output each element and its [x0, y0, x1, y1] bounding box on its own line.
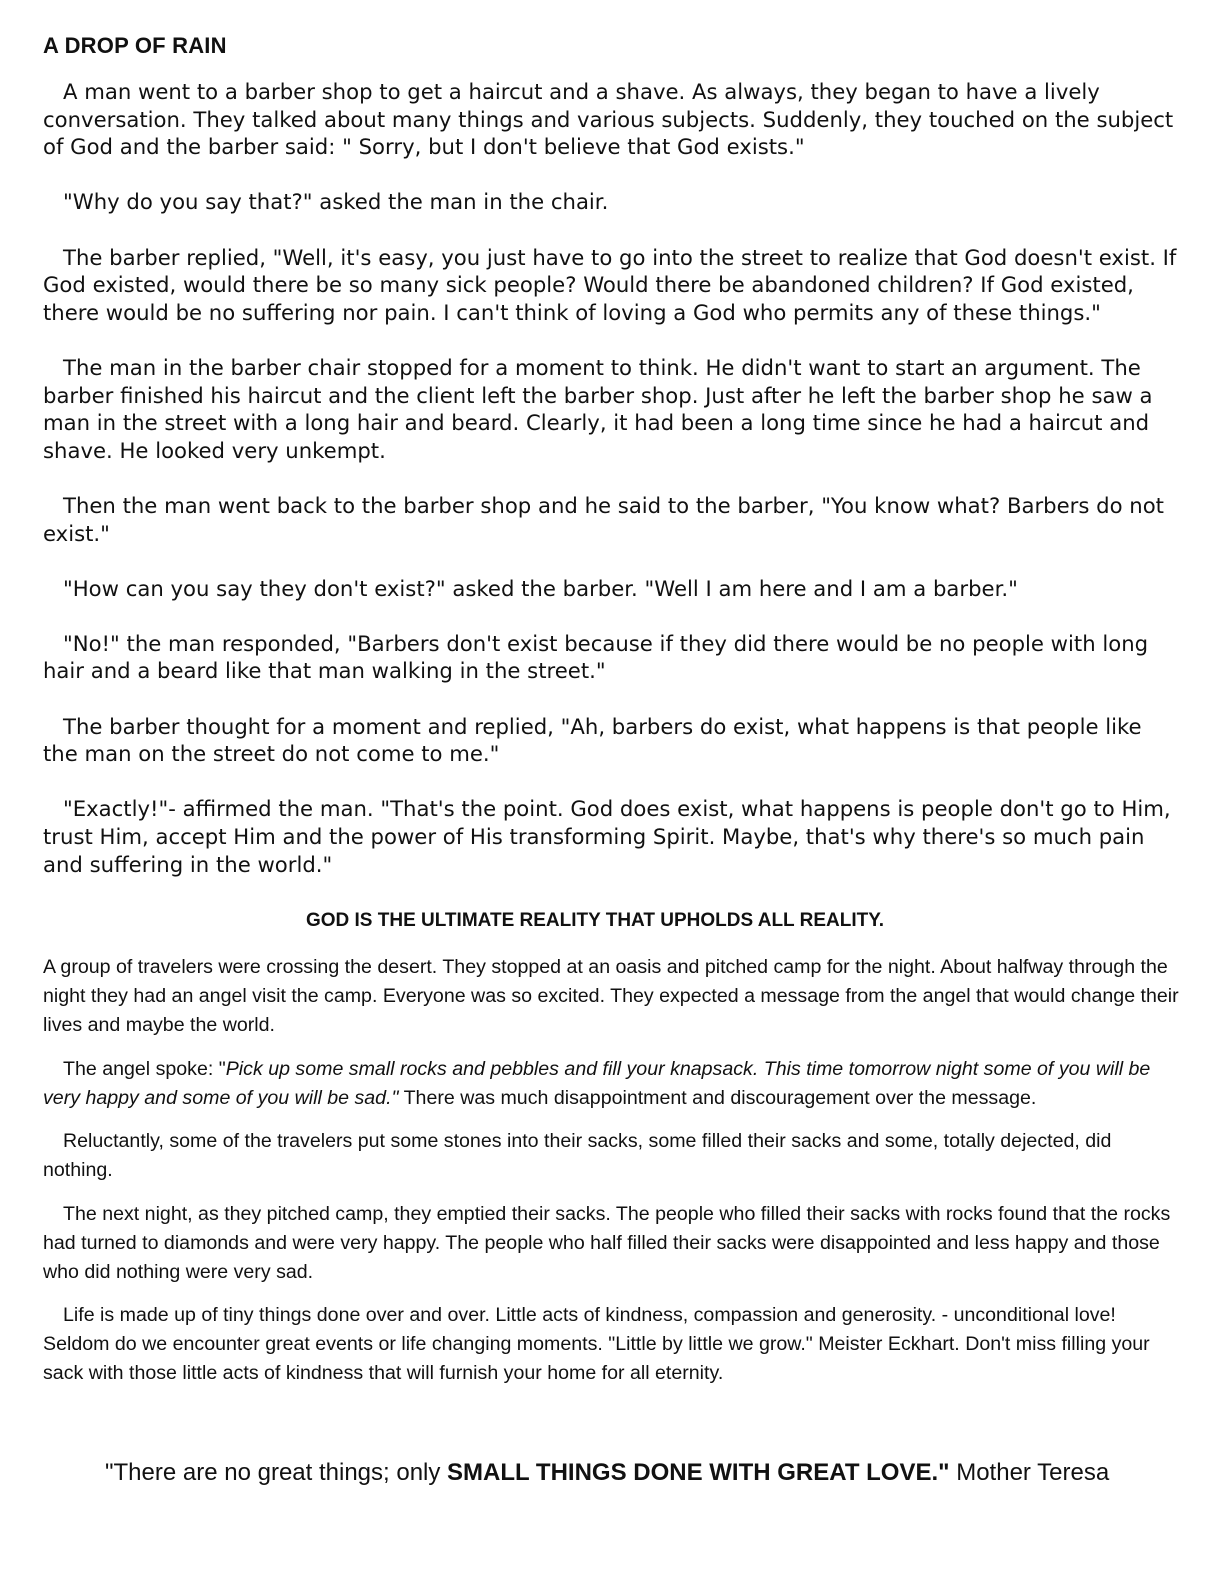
paragraph: The barber replied, "Well, it's easy, you just have to go into the street to realize that God doesn't exist. If God existed, would there be so many sick people? Would there be abandoned children? If God existed, there would be no suffering nor pain. I can't think of loving a God who permits any of these things."	[43, 244, 1177, 325]
quote-emphasis: SMALL THINGS DONE WITH GREAT LOVE."	[447, 1459, 950, 1486]
travelers-story	[43, 953, 1183, 1403]
paragraph: Life is made up of tiny things done over and over. Little acts of kindness, compassion and generosity. - unconditional love! Seldom do we encounter great events or life changing moments. "Little by little we grow." Meister Eckhart. Don't miss filling your sack with those little acts of kindness that will furnish your home for all eternity.	[43, 1304, 1150, 1384]
paragraph: "Exactly!"- affirmed the man. "That's the point. God does exist, what happens is people don't go to Him, trust Him, accept Him and the power of His transforming Spirit. Maybe, that's why there's so much pain and suffering in the world."	[43, 796, 1171, 877]
paragraph: The barber thought for a moment and replied, "Ah, barbers do exist, what happens is that people like the man on the street do not come to me."	[43, 713, 1142, 767]
barber-story	[43, 78, 1183, 906]
text-run: The angel spoke: "	[63, 1057, 226, 1080]
paragraph: A group of travelers were crossing the desert. They stopped at an oasis and pitched camp for the night. About halfway through the night they had an angel visit the camp. Everyone was so excited. They expected a message from the angel that would change their lives and maybe the world.	[43, 956, 1179, 1036]
page-title: A DROP OF RAIN	[43, 33, 227, 58]
text-run: There was much disappointment and discouragement over the message.	[398, 1086, 1037, 1109]
paragraph: Reluctantly, some of the travelers put some stones into their sacks, some filled their sacks and some, totally dejected, did nothing.	[43, 1130, 1112, 1181]
paragraph: The next night, as they pitched camp, they emptied their sacks. The people who filled their sacks with rocks found that the rocks had turned to diamonds and were very happy. The people who half filled their sacks were disappointed and less happy and those who did nothing were very sad.	[43, 1202, 1171, 1283]
paragraph: Then the man went back to the barber shop and he said to the barber, "You know what? Barbers do not exist."	[43, 492, 1164, 546]
quote-lead: "There are no great things; only	[105, 1459, 448, 1486]
section-heading: GOD IS THE ULTIMATE REALITY THAT UPHOLDS ALL REALITY.	[305, 910, 885, 931]
paragraph: "No!" the man responded, "Barbers don't exist because if they did there would be no people with long hair and a beard like that man walking in the street."	[43, 630, 1149, 684]
paragraph: "Why do you say that?" asked the man in the chair.	[63, 189, 609, 215]
italic-quote: Pick up some small rocks and pebbles and fill your knapsack. This time tomorrow night some of you will be very happy and some of you will be sad."	[43, 1057, 1151, 1109]
paragraph: "How can you say they don't exist?" asked the barber. "Well I am here and I am a barber."	[63, 575, 1018, 601]
paragraph	[43, 1055, 1183, 1113]
closing-quote	[105, 1459, 1205, 1487]
paragraph: The man in the barber chair stopped for a moment to think. He didn't want to start an argument. The barber finished his haircut and the client left the barber shop. Just after he left the barber shop he saw a man in the street with a long hair and beard. Clearly, it had been a long time since he had a haircut and shave. He looked very unkempt.	[43, 354, 1153, 463]
quote-author: Mother Teresa	[949, 1459, 1110, 1486]
paragraph: A man went to a barber shop to get a haircut and a shave. As always, they began to have a lively conversation. They talked about many things and various subjects. Suddenly, they touched on the subject of God and the barber said: " Sorry, but I don't believe that God exists."	[43, 79, 1174, 160]
